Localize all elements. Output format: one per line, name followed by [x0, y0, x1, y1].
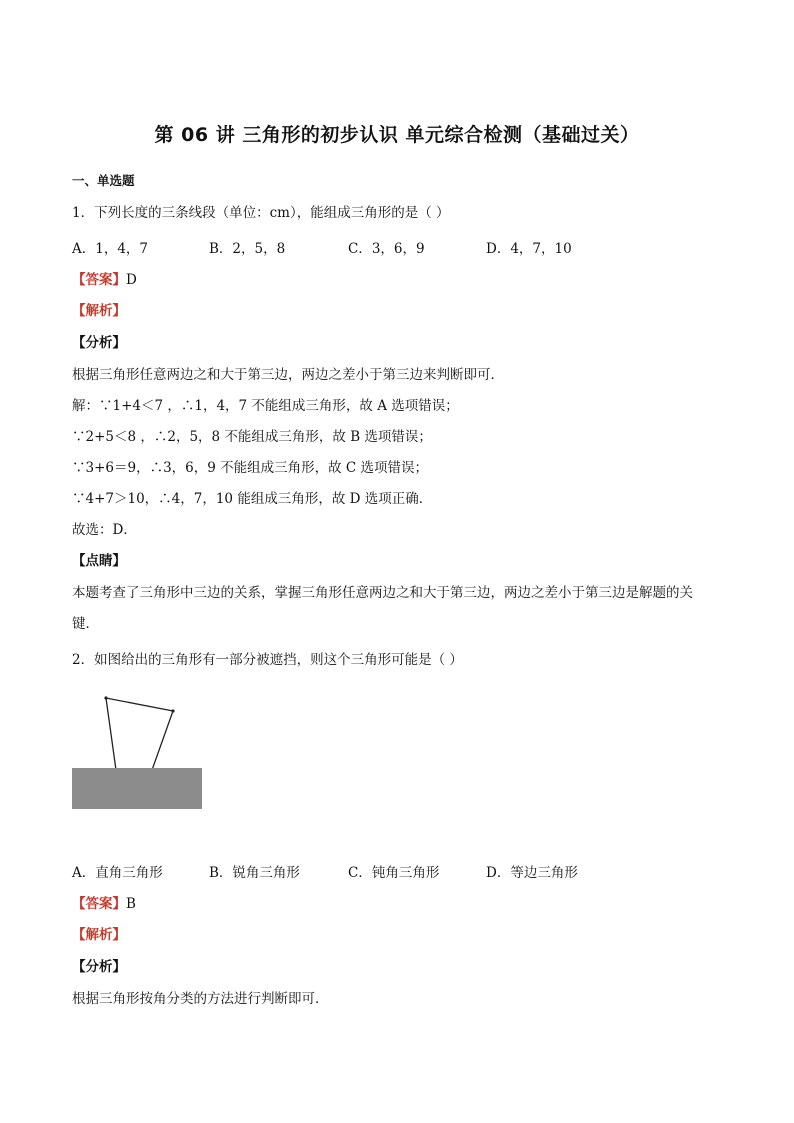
q2-stem: 2．如图给出的三角形有一部分被遮挡，则这个三角形可能是（ ） [72, 652, 463, 668]
q1-solution-line: 解：∵1+4＜7 ，∴1，4，7 不能组成三角形，故 A 选项错误； [72, 398, 459, 414]
jiexi-label: 【解析】 [72, 927, 126, 943]
answer-label: 【答案】 [72, 896, 126, 912]
cover-block [72, 768, 202, 809]
dianjing-label: 【点睛】 [72, 553, 126, 569]
q2-answer [72, 895, 136, 913]
q1-option-a: A．1，4，7 [72, 241, 149, 257]
q1-dianjing [72, 552, 126, 570]
q1-dianjing-text: 键． [72, 616, 99, 632]
q2-option-a: A．直角三角形 [72, 865, 163, 881]
vertex-point [171, 709, 174, 712]
q1-jiexi [72, 302, 126, 320]
fenxi-label: 【分析】 [72, 335, 126, 351]
occluded-triangle-figure [70, 690, 210, 815]
q1-answer [72, 271, 137, 289]
q1-fenxi-text: 根据三角形任意两边之和大于第三边，两边之差小于第三边来判断即可． [72, 367, 504, 383]
q1-stem: 1．下列长度的三条线段（单位：cm），能组成三角形的是（ ） [72, 205, 450, 221]
q1-option-c: C．3，6，9 [348, 241, 425, 257]
q1-fenxi [72, 334, 126, 352]
q1-solution-line: ∵2+5＜8 ，∴2，5，8 不能组成三角形，故 B 选项错误； [72, 429, 432, 445]
q2-fenxi-text: 根据三角形按角分类的方法进行判断即可． [72, 991, 329, 1007]
q2-fenxi [72, 958, 126, 976]
q2-option-b: B．锐角三角形 [209, 865, 300, 881]
section-heading: 一、单选题 [72, 173, 135, 188]
q2-option-d: D．等边三角形 [486, 865, 578, 881]
vertex-point [104, 696, 107, 699]
q2-figure [70, 690, 210, 815]
q1-option-d: D．4，7，10 [486, 241, 572, 257]
q2-jiexi [72, 926, 126, 944]
q1-option-b: B．2，5，8 [209, 241, 286, 257]
answer-value: D [126, 272, 137, 288]
q1-solution-line: 故选：D． [72, 522, 137, 538]
jiexi-label: 【解析】 [72, 303, 126, 319]
q1-solution-line: ∵4+7＞10，∴4，7，10 能组成三角形，故 D 选项正确． [72, 491, 433, 507]
answer-value: B [126, 896, 136, 912]
page-title: 第 06 讲 三角形的初步认识 单元综合检测（基础过关） [154, 124, 640, 146]
fenxi-label: 【分析】 [72, 959, 126, 975]
q2-option-c: C．钝角三角形 [348, 865, 440, 881]
q1-solution-line: ∵3+6＝9，∴3，6，9 不能组成三角形，故 C 选项错误； [72, 460, 429, 476]
triangle-edges [106, 698, 173, 770]
q1-dianjing-text: 本题考查了三角形中三边的关系，掌握三角形任意两边之和大于第三边，两边之差小于第三边是解题的关 [72, 585, 693, 601]
answer-label: 【答案】 [72, 272, 126, 288]
